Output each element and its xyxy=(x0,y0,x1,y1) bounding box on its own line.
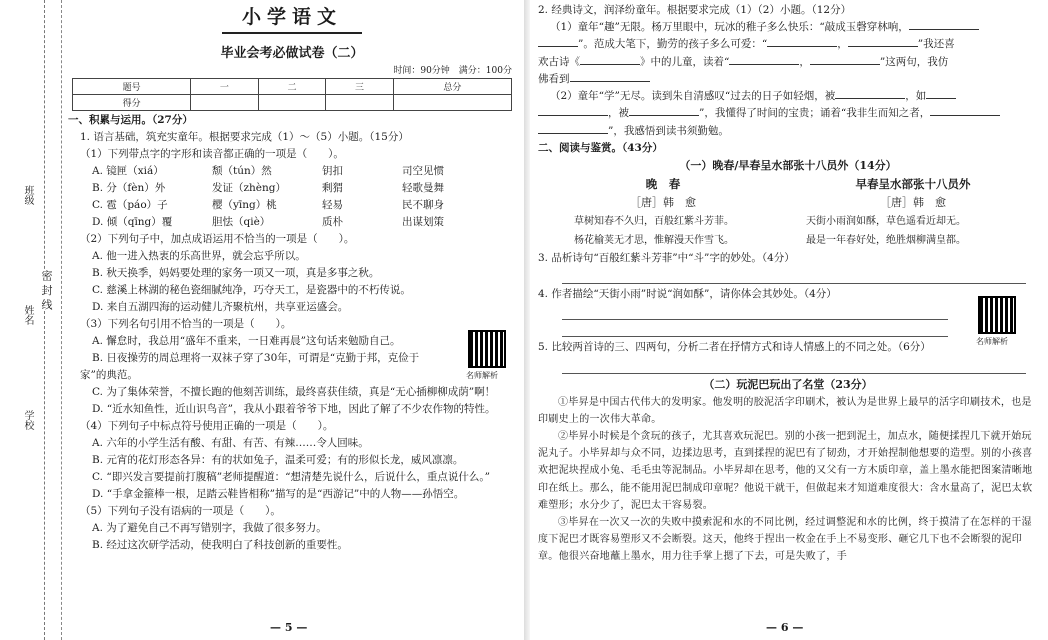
part-title: （一）晚春/早春呈水部张十八员外（14分） xyxy=(679,158,897,172)
question-4: 4. 作者描绘“天街小雨”时说“润如酥”，请你体会其妙处。（4分） xyxy=(538,288,837,301)
page-title: 小学语文 xyxy=(241,6,342,28)
question-2-2-cont xyxy=(538,105,1038,122)
qr-caption: 名师解析 xyxy=(976,337,1008,346)
text-run: ，被 xyxy=(608,107,629,120)
seal-text: 密 封 线 xyxy=(40,270,53,310)
option-cell: 颓（tún）然 xyxy=(212,165,272,177)
question-1: 1. 语言基础，筑充实童年。根据要求完成（1）～（5）小题。（15分） xyxy=(80,131,409,143)
question-2-1 xyxy=(538,19,1038,36)
poem-line: 草树知春不久归，百般红紫斗芳菲。 xyxy=(574,215,734,227)
text-run: 》中的儿童，读着“ xyxy=(640,55,730,68)
option-cell: 轻歌曼舞 xyxy=(402,182,444,194)
poem-author: ［唐］韩 愈 xyxy=(880,195,946,209)
answer-blank[interactable] xyxy=(767,36,837,47)
name-label: 姓名 xyxy=(22,305,33,325)
option-cell: 质朴 xyxy=(322,216,343,228)
answer-blank[interactable] xyxy=(538,123,608,134)
binding-margin xyxy=(0,0,62,640)
text-run: （2）童年“学”无尽。读到朱自清感叹“过去的日子如轻烟，被 xyxy=(550,90,836,103)
answer-blank[interactable] xyxy=(629,105,699,116)
option-item[interactable]: B. 经过这次研学活动，使我明白了科技创新的重要性。 xyxy=(92,539,348,551)
option-row[interactable] xyxy=(68,163,516,180)
answer-blank[interactable] xyxy=(909,19,979,30)
text-run: ”。范成大笔下，勤劳的孩子多么可爱：“ xyxy=(578,38,768,51)
section-heading: 二、阅读与鉴赏。（43分） xyxy=(538,141,663,154)
left-content xyxy=(68,112,516,554)
option-row[interactable] xyxy=(68,214,516,231)
question-1-5: （5）下列句子没有语病的一项是（ ）。 xyxy=(80,505,281,517)
option-cell: 发证（zhèng） xyxy=(212,182,286,194)
score-input[interactable] xyxy=(326,95,394,111)
option-item[interactable]: B. 日夜操劳的周总理将一双袜子穿了30年，可谓是“克勤于邦，克俭于 xyxy=(92,352,420,364)
page-number: — 5 — xyxy=(270,621,308,634)
question-2-1-cont: 欢古诗《 》中的儿童，读着“ ， ”这两句，我仿 xyxy=(538,55,949,68)
score-input[interactable] xyxy=(191,95,259,111)
reading-paragraph: ②毕昇小时候是个贪玩的孩子，尤其喜欢玩泥巴。别的小孩一把到泥土，加点水，随便揉捏几下就开始玩泥丸子。小毕昇却与众不同，边揉边思考，直到揉捏的泥巴有了韧劲，才开始捏制他想要的造型。别的小孩喜欢把泥块捏成小兔、毛毛虫等泥制品。小毕昇却在思考，他的又父有一方木质印章，盖上墨水能把图案清晰地印在纸上。那么，能不能用泥巴制成印章呢？他说干就干，但做起来才知道难度很大：含水量高了，泥巴太软难塑形；水分少了，泥巴太干容易裂。 xyxy=(538,430,1033,511)
answer-blank[interactable] xyxy=(570,71,650,82)
text-run: ”这两句，我仿 xyxy=(879,55,949,68)
poem-title: 晚 春 xyxy=(645,177,681,191)
option-item[interactable]: C. 慈溪上林湖的秘色瓷细腻纯净，巧夺天工，是瓷器中的不朽传说。 xyxy=(92,284,411,296)
answer-blank[interactable] xyxy=(835,88,905,99)
answer-line[interactable] xyxy=(562,359,1026,374)
answer-blank[interactable] xyxy=(810,54,880,65)
option-item[interactable]: A. 懈怠时，我总用“盛年不重来，一日难再晨”这句话来勉励自己。 xyxy=(92,335,401,347)
poem-line: 杨花榆荚无才思，惟解漫天作雪飞。 xyxy=(574,234,734,246)
option-cell: 轻易 xyxy=(322,199,343,211)
option-item[interactable]: A. 为了避免自己不再写错别字，我做了很多努力。 xyxy=(92,522,327,534)
right-page xyxy=(530,0,1048,640)
question-3: 3. 品析诗句“百般红紫斗芳菲”中“斗”字的妙处。（4分） xyxy=(538,251,795,264)
answer-line[interactable] xyxy=(562,269,1026,284)
class-label: 班级 xyxy=(22,185,33,205)
option-item[interactable]: D. “近水知鱼性，近山识鸟音”，我从小跟着爷爷下地，因此了解了不少农作物的特性。 xyxy=(92,403,496,415)
option-item[interactable]: C. “即兴发言要提前打腹稿”老师提醒道：“想清楚先说什么，后说什么，重点说什么。” xyxy=(92,471,491,483)
option-cell: 胆怯（qiè） xyxy=(212,216,271,228)
answer-blank[interactable] xyxy=(538,105,608,116)
option-cell: B. 分（fèn）外 xyxy=(92,182,166,194)
option-cell: 钥扣 xyxy=(322,165,343,177)
poem-headers xyxy=(538,175,1038,212)
question-2-1-cont xyxy=(538,71,1038,88)
text-run: （1）童年“趣”无限。杨万里眼中，玩冰的稚子多么快乐：“敲成玉磬穿林响， xyxy=(550,21,909,34)
poem-line: 天街小雨润如酥，草色遥看近却无。 xyxy=(806,215,966,227)
option-row[interactable] xyxy=(68,197,516,214)
option-cell: 司空见惯 xyxy=(402,165,444,177)
poem-author: ［唐］韩 愈 xyxy=(630,195,696,209)
score-cell: 题号 xyxy=(73,79,191,95)
score-input[interactable] xyxy=(258,95,326,111)
poem-title: 早春呈水部张十八员外 xyxy=(855,177,971,191)
text-run: 欢古诗《 xyxy=(538,55,580,68)
score-table xyxy=(72,78,512,111)
option-cell: 民不聊身 xyxy=(402,199,444,211)
poem-line: 最是一年春好处，绝胜烟柳满皇都。 xyxy=(806,234,966,246)
question-2-2-cont xyxy=(538,123,1038,140)
score-cell: 得分 xyxy=(73,95,191,111)
answer-line[interactable] xyxy=(562,322,948,337)
score-row-values xyxy=(73,95,512,111)
question-2-1-cont: ”。范成大笔下，勤劳的孩子多么可爱：“ ， ”我还喜 xyxy=(538,36,1038,53)
poem-lines xyxy=(538,212,1038,250)
score-row-header xyxy=(73,79,512,95)
option-cell: 出谋划策 xyxy=(402,216,444,228)
option-item[interactable]: D. “手拿金箍棒一根，足踏云鞋皆相称”描写的是“西游记”中的人物——孙悟空。 xyxy=(92,488,465,500)
question-2: 2. 经典诗文，润泽纷童年。根据要求完成（1）（2）小题。（12分） xyxy=(538,4,852,16)
section-heading: 一、积累与运用。（27分） xyxy=(68,114,193,126)
score-cell: 三 xyxy=(326,79,394,95)
answer-blank[interactable] xyxy=(729,54,799,65)
option-cell: C. 雹（páo）子 xyxy=(92,199,168,211)
option-cell: D. 倾（qīng）覆 xyxy=(92,216,173,228)
right-content xyxy=(538,2,1038,565)
question-1-1: （1）下列带点字的字形和读音都正确的一项是（ ）。 xyxy=(80,148,344,160)
option-cell: A. 镜匣（xiá） xyxy=(92,165,164,177)
answer-blank[interactable] xyxy=(580,54,640,65)
title-rule xyxy=(222,32,362,34)
text-run: 佛看到 xyxy=(538,72,570,85)
answer-blank[interactable] xyxy=(848,36,918,47)
question-1-2: （2）下列句子中，加点成语运用不恰当的一项是（ ）。 xyxy=(80,233,355,245)
reading-paragraph: ③毕昇在一次又一次的失败中摸索泥和水的不同比例，经过调整泥和水的比例，终于摸清了在怎样的干湿度下泥巴才既容易塑形又不会断裂。这天，他终于捏出一枚金在手上不易变形、砸它几下也不会断裂的泥印章。他很兴奋地蘸上墨水，用力往手掌上摁了下去，可是失败了，手 xyxy=(538,516,1032,563)
answer-blank[interactable] xyxy=(926,88,956,99)
exam-meta: 时间：90分钟 满分：100分 xyxy=(393,66,512,76)
score-cell: 一 xyxy=(191,79,259,95)
text-run: ”，我感悟到读书须勤勉。 xyxy=(608,124,729,137)
reading-paragraph: ①毕昇是中国古代伟大的发明家。他发明的胶泥活字印刷术，被认为是世界上最早的活字印刷技术，也是印刷史上的一次伟大革命。 xyxy=(538,396,1032,425)
option-item[interactable]: B. 元宵的花灯形态各异：有的状如兔子，温柔可爱；有的形似长龙，威风凛凛。 xyxy=(92,454,464,466)
score-cell: 总分 xyxy=(393,79,511,95)
option-item[interactable]: A. 六年的小学生活有酸、有甜、有苦、有辣……令人回味。 xyxy=(92,437,369,449)
text-run: ，如 xyxy=(905,90,927,103)
score-cell: 二 xyxy=(258,79,326,95)
exam-header xyxy=(72,0,512,111)
text-run: ”我还喜 xyxy=(917,38,955,51)
exam-subtitle: 毕业会考必做试卷（二） xyxy=(220,46,364,61)
question-2-2 xyxy=(538,88,1038,105)
answer-blank[interactable] xyxy=(538,36,578,47)
qr-code-icon[interactable] xyxy=(978,296,1016,334)
question-1-4: （4）下列句子中标点符号使用正确的一项是（ ）。 xyxy=(80,420,334,432)
qr-caption: 名师解析 xyxy=(466,371,498,380)
option-item[interactable]: A. 他一进入热衷的乐高世界，就会忘乎所以。 xyxy=(92,250,306,262)
page-number: — 6 — xyxy=(766,621,804,634)
option-row[interactable] xyxy=(68,180,516,197)
answer-line[interactable] xyxy=(562,305,948,320)
option-item-cont: 家”的典范。 xyxy=(80,369,138,381)
option-item[interactable]: D. 来自五湖四海的运动健儿齐聚杭州，共享亚运盛会。 xyxy=(92,301,349,313)
option-cell: 樱（yīng）桃 xyxy=(212,199,277,211)
school-label: 学校 xyxy=(22,410,33,430)
part-title: （二）玩泥巴玩出了名堂（23分） xyxy=(703,377,873,391)
question-5: 5. 比较两首诗的三、四两句，分析二者在抒情方式和诗人情感上的不同之处。（6分） xyxy=(538,341,931,354)
question-1-3: （3）下列名句引用不恰当的一项是（ ）。 xyxy=(80,318,292,330)
option-item[interactable]: B. 秋天换季，妈妈要处理的家务一项又一项，真是多事之秋。 xyxy=(92,267,380,279)
seal-line xyxy=(44,0,45,640)
option-item[interactable]: C. 为了集体荣誉，不擅长跑的他刻苦训练，最终喜获佳绩，真是“无心插柳柳成荫”啊！ xyxy=(92,386,496,398)
text-run: ”，我懂得了时间的宝贵；诵着“我非生而知之者， xyxy=(699,107,931,120)
score-input[interactable] xyxy=(393,95,511,111)
option-cell: 剩猬 xyxy=(322,182,343,194)
qr-code-icon[interactable] xyxy=(468,330,506,368)
answer-blank[interactable] xyxy=(930,105,1000,116)
